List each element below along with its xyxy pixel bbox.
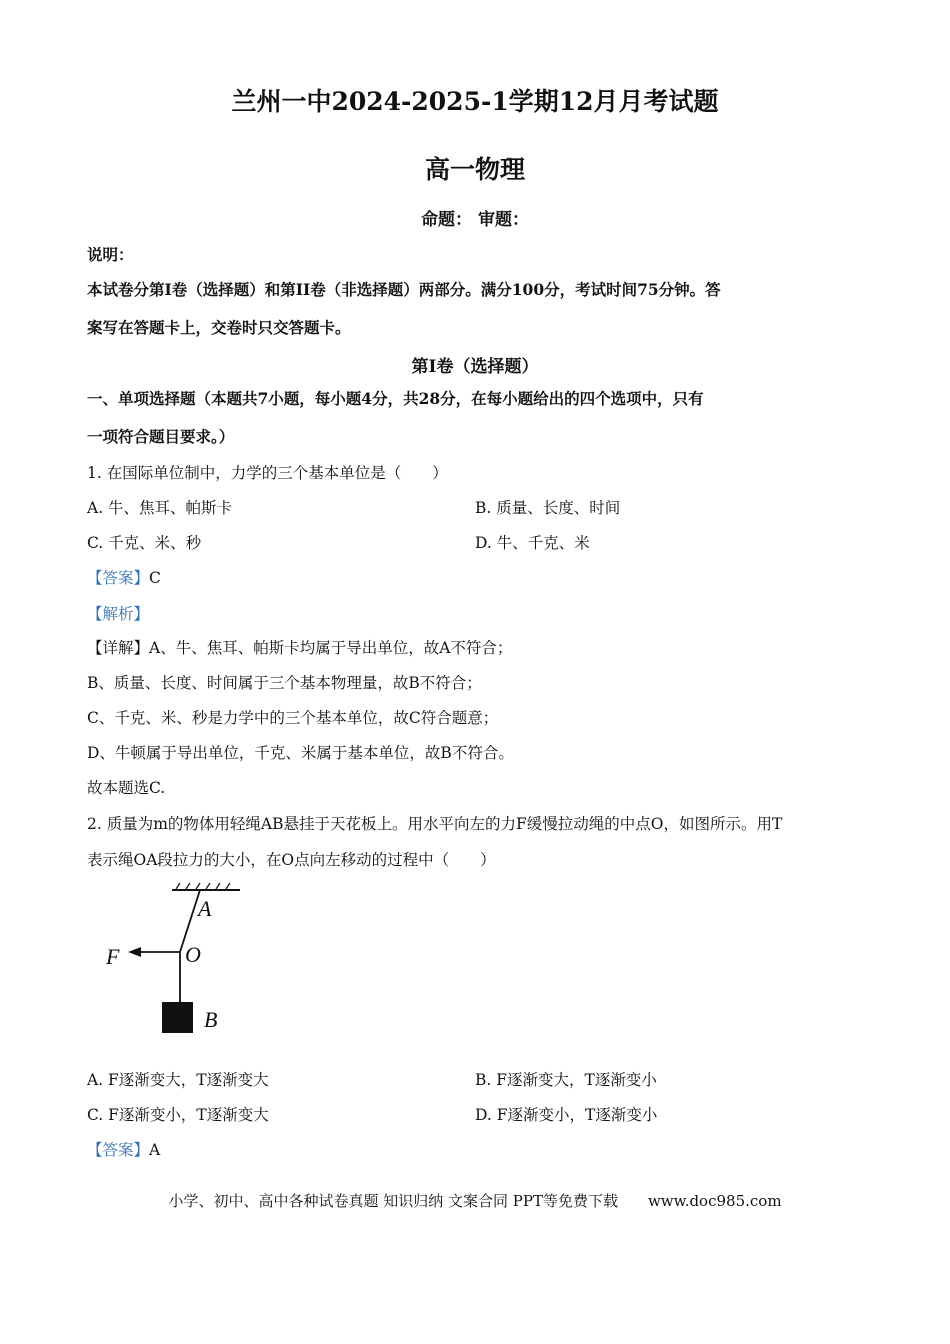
ceiling-hatch bbox=[176, 883, 230, 889]
weight-block-b bbox=[162, 1002, 193, 1033]
q2-option-a: A. F逐渐变大，T逐渐变大 bbox=[87, 1071, 269, 1089]
q1-option-d: D. 牛、千克、米 bbox=[475, 534, 590, 552]
q1-conclusion: 故本题选C. bbox=[87, 779, 166, 797]
exam-subtitle: 高一物理 bbox=[424, 155, 525, 184]
label-f: F bbox=[106, 944, 120, 969]
q1-answer bbox=[87, 566, 161, 588]
page-footer: 小学、初中、高中各种试卷真题 知识归纳 文案合同 PPT等免费下载 www.doc985.com bbox=[168, 1192, 782, 1210]
q1-detail-1 bbox=[87, 636, 512, 658]
q2-option-d: D. F逐渐变小，T逐渐变小 bbox=[475, 1106, 658, 1124]
label-a: A bbox=[198, 896, 212, 921]
label-b: B bbox=[204, 1007, 218, 1032]
q1-stem: 1. 在国际单位制中，力学的三个基本单位是（ ） bbox=[87, 464, 448, 482]
q1-detail-label: 【详解】 bbox=[87, 639, 150, 657]
label-o: O bbox=[185, 942, 201, 967]
q1-option-c: C. 千克、米、秒 bbox=[87, 534, 202, 552]
rope-force-diagram bbox=[100, 880, 240, 1045]
q1-answer-value: C bbox=[149, 569, 161, 587]
section-title: 第I卷（选择题） bbox=[411, 357, 539, 377]
q1-detail-4: D、牛顿属于导出单位，千克、米属于基本单位，故B不符合。 bbox=[87, 744, 514, 762]
q2-option-b: B. F逐渐变大，T逐渐变小 bbox=[475, 1071, 657, 1089]
q2-answer-label: 【答案】 bbox=[87, 1141, 150, 1159]
intro-line-1: 本试卷分第I卷（选择题）和第II卷（非选择题）两部分。满分100分，考试时间75分钟。答 bbox=[87, 280, 721, 299]
exam-title: 兰州一中2024-2025-1学期12月月考试题 bbox=[231, 87, 719, 116]
q2-option-c: C. F逐渐变小，T逐渐变大 bbox=[87, 1106, 269, 1124]
q1-answer-label: 【答案】 bbox=[87, 569, 150, 587]
q2-answer-value: A bbox=[149, 1141, 161, 1159]
q2-stem-2: 表示绳OA段拉力的大小，在O点向左移动的过程中（ ） bbox=[87, 851, 496, 869]
exam-authors: 命题： 审题： bbox=[421, 210, 529, 230]
section-heading-2: 一项符合题目要求。） bbox=[87, 427, 235, 446]
q1-detail-3: C、千克、米、秒是力学中的三个基本单位，故C符合题意； bbox=[87, 709, 499, 727]
intro-line-2: 案写在答题卡上，交卷时只交答题卡。 bbox=[87, 318, 351, 337]
q2-answer bbox=[87, 1138, 160, 1160]
q2-stem-1: 2. 质量为m的物体用轻绳AB悬挂于天花板上。用水平向左的力F缓慢拉动绳的中点O，如图所示。用T bbox=[87, 815, 783, 833]
q1-detail-1-text: A、牛、焦耳、帕斯卡均属于导出单位，故A不符合； bbox=[149, 639, 513, 657]
force-f-arrowhead bbox=[128, 947, 141, 957]
section-heading-1: 一、单项选择题（本题共7小题，每小题4分，共28分，在每小题给出的四个选项中，只有 bbox=[87, 389, 704, 408]
intro-label: 说明： bbox=[87, 245, 134, 264]
q1-detail-2: B、质量、长度、时间属于三个基本物理量，故B不符合； bbox=[87, 674, 482, 692]
q1-option-a: A. 牛、焦耳、帕斯卡 bbox=[87, 499, 233, 517]
q1-analysis-label: 【解析】 bbox=[87, 605, 150, 623]
q1-option-b: B. 质量、长度、时间 bbox=[475, 499, 621, 517]
